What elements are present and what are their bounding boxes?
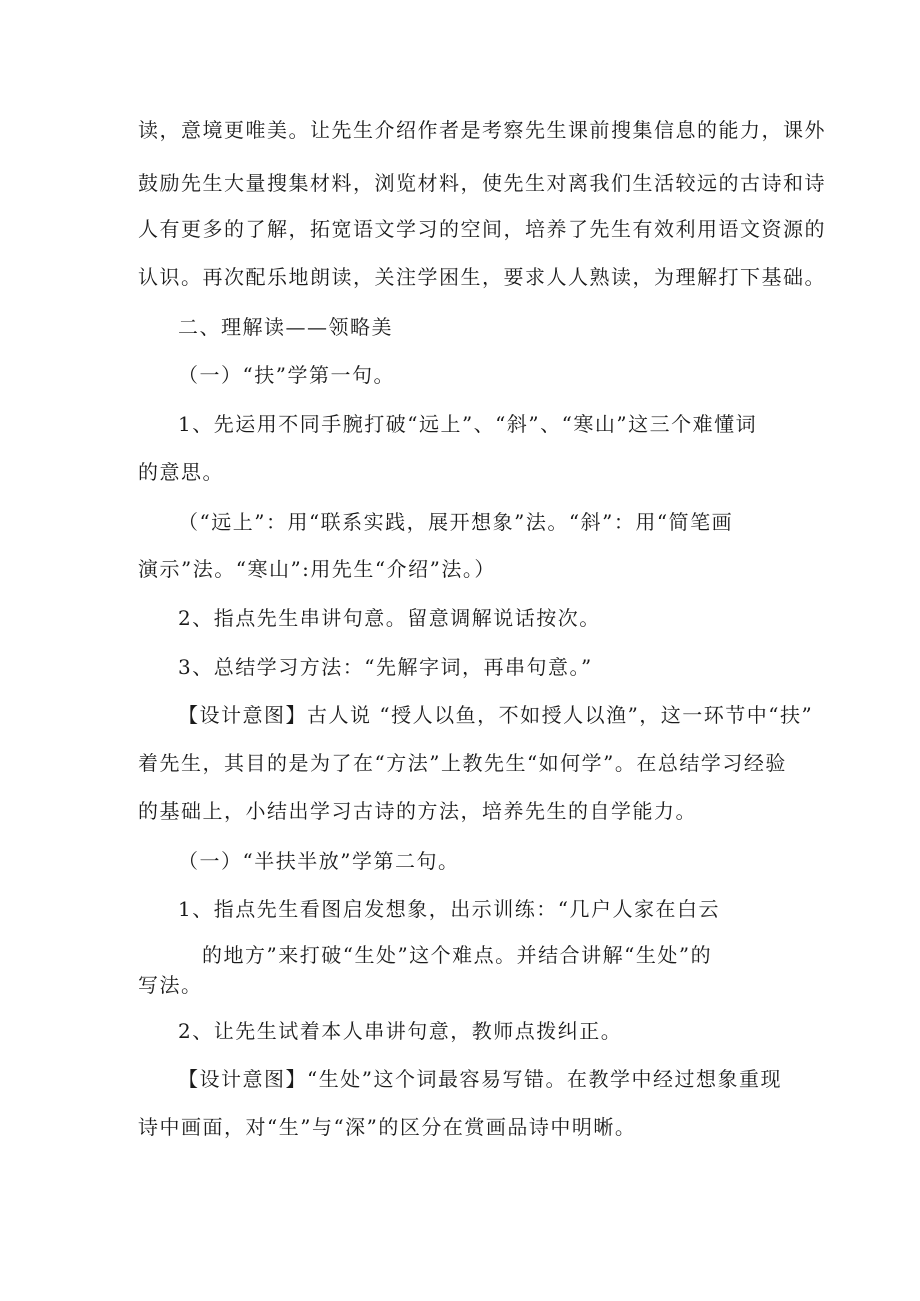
paragraph-line: 的基础上，小结出学习古诗的方法，培养先生的自学能力。 <box>138 799 697 823</box>
subsection-heading: （一）“扶”学第一句。 <box>178 363 395 387</box>
list-item: 1、先运用不同手腕打破“远上”、“斜”、“寒山”这三个难懂词 <box>178 412 758 436</box>
paragraph-line: 写法。 <box>138 973 203 997</box>
note-line: 演示”法。“寒山”:用先生“介绍”法。） <box>138 557 496 581</box>
paragraph-line: 鼓励先生大量搜集材料，浏览材料，使先生对离我们生活较远的古诗和诗 <box>138 171 826 195</box>
paragraph-line: 认识。再次配乐地朗读，关注学困生，要求人人熟读，为理解打下基础。 <box>138 265 826 289</box>
paragraph-line: 人有更多的了解，拓宽语文学习的空间，培养了先生有效利用语文资源的 <box>138 217 826 241</box>
list-item: 2、让先生试着本人串讲句意，教师点拨纠正。 <box>178 1019 623 1043</box>
paragraph-line: 的地方”来打破“生处”这个难点。并结合讲解“生处”的 <box>202 943 713 967</box>
list-item: 3、总结学习方法：“先解字词，再串句意。” <box>178 655 593 679</box>
paragraph-line: 诗中画面，对“生”与“深”的区分在赏画品诗中明晰。 <box>138 1115 637 1139</box>
list-item: 2、指点先生串讲句意。留意调解说话按次。 <box>178 606 601 630</box>
note-line: （“远上”：用“联系实践，展开想象”法。“斜”：用“简笔画 <box>178 510 734 534</box>
paragraph-line: 读，意境更唯美。让先生介绍作者是考察先生课前搜集信息的能力，课外 <box>138 118 826 142</box>
design-intent-line: 【设计意图】“生处”这个词最容易写错。在教学中经过想象重现 <box>178 1067 782 1091</box>
design-intent-line: 【设计意图】古人说 “授人以鱼，不如授人以渔”，这一环节中“扶” <box>178 703 814 727</box>
paragraph-line: 的意思。 <box>138 460 224 484</box>
subsection-heading: （一）“半扶半放”学第二句。 <box>178 849 460 873</box>
list-item: 1、指点先生看图启发想象，出示训练：“几户人家在白云 <box>178 897 720 921</box>
section-heading: 二、理解读——领略美 <box>178 315 393 339</box>
paragraph-line: 着先生，其目的是为了在“方法”上教先生“如何学”。在总结学习经验 <box>138 751 787 775</box>
